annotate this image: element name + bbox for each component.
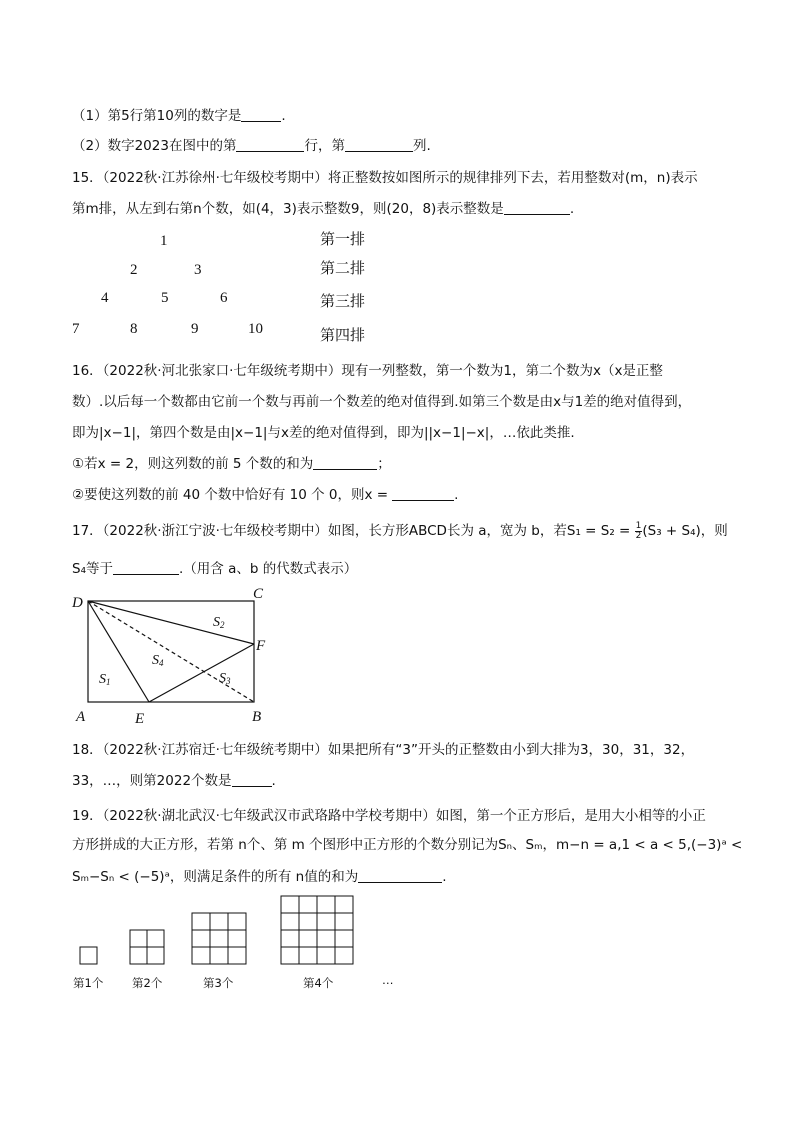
- q16-line1: 16．（2022秋·河北张家口·七年级统考期中）现有一列整数，第一个数为1，第二个数为x（x是正整: [72, 363, 663, 379]
- answer-blank[interactable]: [241, 107, 281, 122]
- q16-part2: ②要使这列数的前 40 个数中恰好有 10 个 0，则x = .: [72, 487, 459, 503]
- q19-line1: 19．（2022秋·湖北武汉·七年级武汉市武珞路中学校考期中）如图，第一个正方形后，是用大小相等的小正: [72, 808, 706, 824]
- q19-line3: Sₘ−Sₙ < (−5)ᵃ，则满足条件的所有 n值的和为 .: [72, 869, 447, 885]
- grid-1: [80, 947, 97, 964]
- answer-blank[interactable]: [313, 455, 377, 470]
- q14-part2: （2）数字2023在图中的第 行，第 列.: [72, 138, 431, 154]
- grid-caption: 第2个: [132, 976, 163, 990]
- diagonal-db: [88, 601, 254, 702]
- answer-blank[interactable]: [358, 868, 442, 883]
- answer-blank[interactable]: [345, 137, 413, 152]
- point-label: C: [253, 586, 264, 602]
- triangle-number: 4: [101, 290, 109, 306]
- q14-part1-text: （1）第5行第10列的数字是: [72, 108, 242, 124]
- q17-line1: 17．（2022秋·浙江宁波·七年级校考期中）如图，长方形ABCD长为 a，宽为 b，若S₁ = S₂ = $\frac{1}{2}$ (S₃ + S₄)，则: [72, 520, 728, 541]
- rectangle-figure: [66, 584, 286, 730]
- q19-line2: 方形拼成的大正方形，若第 n个、第 m 个图形中正方形的个数分别记为Sₙ、Sₘ，m−n = a,1 < a < 5,(−3)ᵃ <: [72, 837, 743, 853]
- grid-caption: 第4个: [303, 976, 334, 990]
- row-label: 第一排: [320, 232, 366, 248]
- region-label-s2: S2: [213, 615, 225, 630]
- region-label-s1: S1: [99, 672, 111, 687]
- q16-part1: ①若x = 2，则这列数的前 5 个数的和为 ；: [72, 456, 391, 472]
- triangle-number: 6: [220, 290, 228, 306]
- ellipsis: …: [382, 973, 394, 987]
- row-label: 第二排: [320, 261, 366, 277]
- grid-2: [130, 930, 164, 964]
- triangle-number: 5: [161, 290, 169, 306]
- point-label: A: [76, 709, 86, 725]
- q18-line1: 18．（2022秋·江苏宿迁·七年级统考期中）如果把所有“3”开头的正整数由小到大排为3，30，31，32，: [72, 742, 695, 758]
- grid-caption: 第1个: [73, 976, 104, 990]
- q14-part1: （1）第5行第10列的数字是 .: [72, 108, 286, 124]
- grid-4: [281, 896, 353, 964]
- q16-line2: 数）.以后每一个数都由它前一个数与再前一个数差的绝对值得到.如第三个数是由x与1差的绝对值得到，: [72, 394, 692, 410]
- q15-line1: 15．（2022秋·江苏徐州·七年级校考期中）将正整数按如图所示的规律排列下去，若用整数对(m，n)表示: [72, 170, 698, 186]
- fraction-half: $\frac{1}{2}$: [635, 520, 642, 541]
- grid-3: [192, 913, 246, 964]
- segment-df: [88, 601, 254, 644]
- triangle-number: 10: [248, 321, 263, 337]
- point-label: D: [72, 595, 83, 611]
- triangle-number: 9: [191, 321, 199, 337]
- q18-line2: 33，…，则第2022个数是 .: [72, 773, 276, 789]
- q15-line2: 第m排，从左到右第n个数，如(4，3)表示整数9，则(20，8)表示整数是 .: [72, 201, 575, 217]
- square-grids-figure: [70, 890, 410, 970]
- answer-blank[interactable]: [392, 486, 454, 501]
- q17-line2: S₄等于 .（用含 a、b 的代数式表示）: [72, 561, 358, 577]
- region-label-s4: S4: [152, 653, 164, 668]
- row-label: 第三排: [320, 294, 366, 310]
- triangle-number: 8: [130, 321, 138, 337]
- answer-blank[interactable]: [232, 772, 272, 787]
- region-label-s3: S3: [219, 671, 231, 686]
- triangle-number: 7: [72, 321, 80, 337]
- answer-blank[interactable]: [504, 200, 570, 215]
- triangle-number: 1: [160, 233, 168, 249]
- grid-caption: 第3个: [203, 976, 234, 990]
- point-label: E: [135, 711, 145, 727]
- row-label: 第四排: [320, 328, 366, 344]
- triangle-number: 2: [130, 262, 138, 278]
- point-label: F: [256, 638, 266, 654]
- q16-line3: 即为|x−1|，第四个数是由|x−1|与x差的绝对值得到，即为||x−1|−x|，…依此类推.: [72, 425, 575, 441]
- triangle-number: 3: [194, 262, 202, 278]
- q14-part2-text: （2）数字2023在图中的第: [72, 138, 237, 154]
- answer-blank[interactable]: [236, 137, 304, 152]
- answer-blank[interactable]: [113, 560, 179, 575]
- segment-de: [88, 601, 149, 702]
- segment-ef: [149, 644, 254, 702]
- point-label: B: [252, 709, 262, 725]
